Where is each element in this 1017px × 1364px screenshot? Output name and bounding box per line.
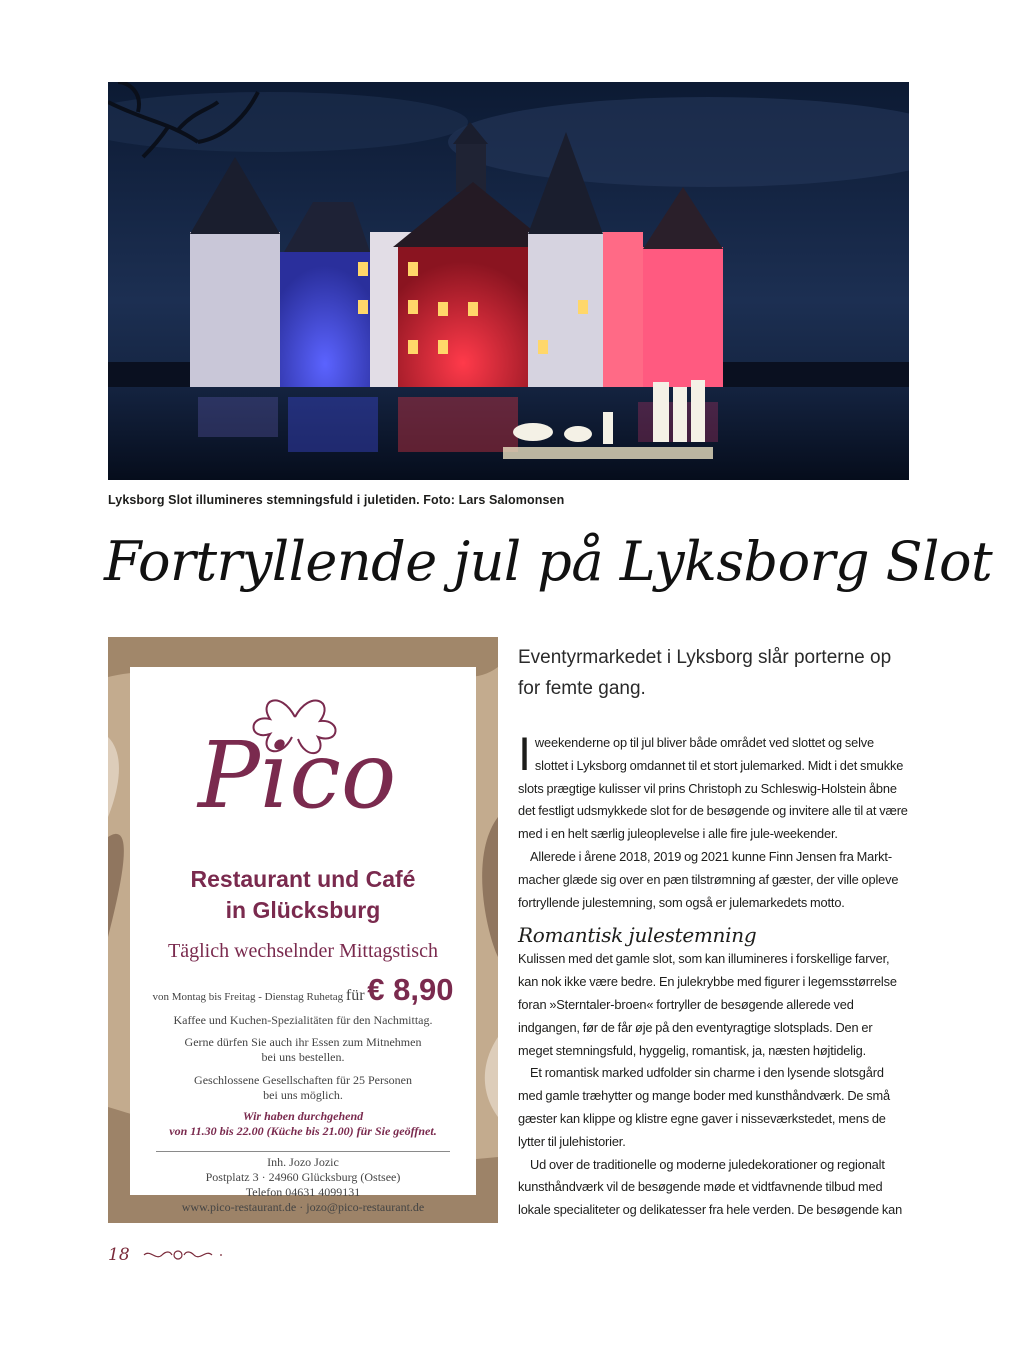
phone: Telefon 04631 4099131 (245, 1185, 361, 1199)
article-title: Fortryllende jul på Lyksborg Slot (104, 530, 993, 593)
contact-block (130, 1155, 476, 1215)
web-email: www.pico-restaurant.de · jozo@pico-restaurant.de (181, 1200, 425, 1214)
coffee-text: Kaffee und Kuchen-Spezialitäten für den Nachmittag. (173, 1013, 433, 1027)
castle-photo (108, 82, 909, 480)
pico-logo-mark (130, 679, 476, 829)
restaurant-name (130, 864, 476, 926)
weekday-text: von Montag bis Freitag - Dienstag Ruhetag (152, 991, 344, 1003)
lunch-price: € 8,90 (367, 972, 454, 1007)
subheading: Romantisk julestemning (518, 923, 757, 948)
photo-caption: Lyksborg Slot illumineres stemningsfuld i juletiden. Foto: Lars Salomonsen (108, 493, 565, 507)
price-line (130, 972, 476, 1008)
groups-line2: bei uns möglich. (263, 1088, 343, 1102)
article-body (518, 727, 908, 1222)
opening-line2: von 11.30 bis 22.00 (Küche bis 21.00) für Sie geöffnet. (169, 1124, 437, 1138)
paragraph-2: Allerede i årene 2018, 2019 og 2021 kunne Finn Jensen fra Markt-macher glæde sig over en pæn tilstrømning af gæster, der ville opleve fortryllende julestemning, som også er julemarkedets motto. (518, 848, 899, 910)
page-number: 18 (108, 1245, 130, 1265)
groups-text (130, 1073, 476, 1103)
paragraph-4: Et romantisk marked udfolder sin charme i den lysende slotsgård med gamle træhytter og mange boder med kunsthåndværk. De små gæster kan klippe og klistre egne gaver i nisseværkstedet, mens de lytter til julehistorier. (518, 1065, 891, 1149)
opening-line1: Wir haben durchgehend (242, 1109, 364, 1123)
takeaway-line2: bei uns bestellen. (261, 1050, 345, 1064)
takeaway-line1: Gerne dürfen Sie auch ihr Essen zum Mitnehmen (184, 1035, 422, 1049)
daily-lunch: Täglich wechselnder Mittagstisch (168, 940, 438, 962)
fuer-text: für (345, 987, 365, 1004)
logo-wordmark: Pico (198, 722, 397, 829)
opening-hours (130, 1109, 476, 1139)
paragraph-1-text: weekenderne op til jul bliver både området ved slottet og selve slottet i Lyksborg omdannet til et stort julemarked. Midt i det smukke slots prægtige kulisser vil prins Christoph zu Schleswig-Holstein åbne det festligt udsmykkede slot for de besøgende og invitere alle til at være med i en helt særlig juleoplevelse i alle fire jule-weekender. (518, 735, 908, 842)
pico-logo (130, 679, 476, 829)
address: Postplatz 3 · 24960 Glücksburg (Ostsee) (205, 1170, 401, 1184)
ornament-icon (142, 1245, 232, 1265)
restaurant-name-line1: Restaurant und Café (190, 866, 416, 892)
groups-line1: Geschlossene Gesellschaften für 25 Personen (194, 1073, 412, 1087)
castle-illustration (108, 82, 909, 480)
owner: Inh. Jozo Jozic (267, 1155, 339, 1169)
paragraph-5: Ud over de traditionelle og moderne juledekorationer og regionalt kunsthåndværk vil de besøgende møde et vidtfavnende tilbud med lokale specialiteter og delikatesser fra hele verden. De besøgende kan (518, 1156, 903, 1218)
paragraph-1 (518, 727, 908, 846)
drop-cap: I (518, 727, 531, 780)
takeaway-text (130, 1035, 476, 1065)
paragraph-3: Kulissen med det gamle slot, som kan illumineres i forskellige farver, kan nok ikke være bedre. En julekrybbe med figurer i legemsstørrelse foran »Sterntaler-broen« fortryller de besøgende allerede ved indgangen, før de får øje på den eventyragtige slotsplads. Den er meget stemningsfuld, hyggelig, romantisk, ja, næsten højtidelig. (518, 951, 897, 1058)
pico-advertisement (108, 637, 498, 1223)
ad-card (130, 667, 476, 1214)
restaurant-name-line2: in Glücksburg (225, 897, 381, 923)
divider (156, 1151, 450, 1152)
article-lead: Eventyrmarkedet i Lyksborg slår porterne op for femte gang. (518, 647, 892, 699)
